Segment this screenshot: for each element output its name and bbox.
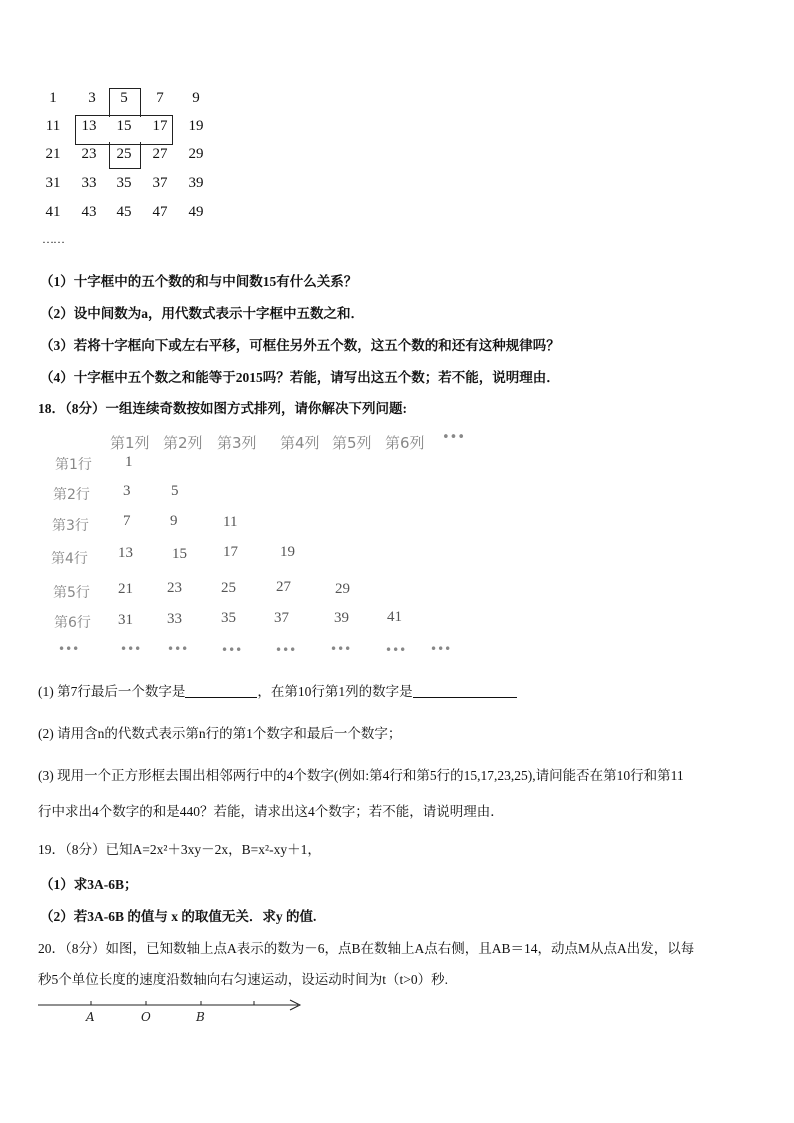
col-header: 第1列 (110, 434, 150, 452)
table-cell: 31 (118, 612, 133, 628)
grid-cell: 17 (152, 118, 168, 134)
row-header-ellipsis: ••• (58, 642, 80, 656)
table-cell: 1 (125, 454, 133, 470)
grid-cell: 3 (88, 90, 96, 106)
q18-part3-line2: 行中求出4个数字的和是440？若能，请求出这4个数字；若不能，请说明理由． (38, 804, 504, 819)
row-header: 第6行 (54, 615, 91, 631)
label-o: O (141, 1010, 151, 1024)
table-cell: 7 (123, 513, 131, 529)
table-ellipsis: ••• (221, 643, 243, 657)
table-cell: 35 (221, 610, 236, 626)
grid-cell: 25 (116, 146, 132, 162)
row-header: 第4行 (51, 551, 88, 567)
grid-cell: 19 (188, 118, 204, 134)
col-header: 第5列 (332, 434, 372, 452)
grid-cell: 27 (152, 146, 168, 162)
grid-cell: 31 (45, 175, 61, 191)
cross-frame-middle (75, 115, 173, 145)
col-header: 第4列 (280, 434, 320, 452)
table-ellipsis: ••• (167, 642, 189, 656)
table-cell: 27 (276, 579, 291, 595)
col-header-ellipsis: ••• (442, 430, 466, 445)
row-header: 第5行 (53, 585, 90, 601)
table-cell: 17 (223, 544, 238, 560)
q17-part2: （2）设中间数为a，用代数式表示十字框中五数之和． (40, 306, 364, 321)
grid-cell: 33 (81, 175, 97, 191)
q17-part4: （4）十字框中五个数之和能等于2015吗？若能，请写出这五个数；若不能，说明理由． (40, 370, 560, 385)
table-cell: 15 (172, 546, 187, 562)
grid-cell: 1 (49, 90, 57, 106)
grid-cell: 39 (188, 175, 204, 191)
table-ellipsis: ••• (330, 642, 352, 656)
table-ellipsis: ••• (385, 643, 407, 657)
q18-part1 (38, 680, 517, 700)
table-ellipsis: ••• (120, 642, 142, 656)
table-ellipsis: ••• (430, 642, 452, 656)
table-cell: 19 (280, 544, 295, 560)
table-cell: 21 (118, 581, 133, 597)
label-a: A (86, 1010, 95, 1024)
grid-cell: 35 (116, 175, 132, 191)
q19-title: 19．（8分）已知A=2x²＋3xy－2x，B=x²-xy＋1， (38, 842, 321, 857)
q18-part2: (2) 请用含n的代数式表示第n行的第1个数字和最后一个数字； (38, 726, 402, 741)
table-cell: 5 (171, 483, 179, 499)
table-cell: 41 (387, 609, 402, 625)
grid-cell: 23 (81, 146, 97, 162)
table-cell: 25 (221, 580, 236, 596)
q18-part1-text-b: ，在第10行第1列的数字是 (257, 684, 413, 699)
grid-cell: 47 (152, 204, 168, 220)
col-header: 第6列 (385, 434, 425, 452)
q18-part3-line1: (3) 现用一个正方形框去围出相邻两行中的4个数字(例如:第4行和第5行的15,17,23,25),请问能否在第10行和第11 (38, 768, 684, 783)
table-cell: 37 (274, 610, 289, 626)
q19-part1: （1）求3A-6B； (40, 877, 138, 892)
answer-blank-1[interactable] (185, 683, 257, 698)
row-header: 第3行 (52, 518, 89, 534)
col-header: 第2列 (163, 434, 203, 452)
q17-part1: （1）十字框中的五个数的和与中间数15有什么关系？ (40, 274, 358, 289)
grid-cell: 5 (120, 90, 128, 106)
grid-cell: 21 (45, 146, 61, 162)
table-cell: 3 (123, 483, 131, 499)
answer-blank-2[interactable] (413, 683, 517, 698)
label-b: B (196, 1010, 205, 1024)
grid-cell: 11 (45, 118, 61, 134)
table-cell: 33 (167, 611, 182, 627)
grid-cell: 29 (188, 146, 204, 162)
table-cell: 13 (118, 545, 133, 561)
table-cell: 29 (335, 581, 350, 597)
number-line (36, 996, 306, 1026)
cross-frame-bottom (109, 142, 141, 169)
grid-cell: 13 (81, 118, 97, 134)
grid-cell: 37 (152, 175, 168, 191)
row-header: 第2行 (53, 487, 90, 503)
q20-line1: 20．（8分）如图，已知数轴上点A表示的数为－6，点B在数轴上A点右侧，且AB＝14，动点M从点A出发，以每 (38, 941, 695, 956)
grid-cell: 15 (116, 118, 132, 134)
grid-cell: 49 (188, 204, 204, 220)
table-cell: 9 (170, 513, 178, 529)
cross-frame-top (109, 88, 141, 117)
col-header: 第3列 (217, 434, 257, 452)
table-cell: 11 (223, 514, 238, 530)
grid-cell: 45 (116, 204, 132, 220)
q17-part3: （3）若将十字框向下或左右平移，可框住另外五个数，这五个数的和还有这种规律吗？ (40, 338, 560, 353)
grid-ellipsis: …… (42, 232, 64, 246)
table-cell: 39 (334, 610, 349, 626)
row-header: 第1行 (55, 457, 92, 473)
grid-cell: 43 (81, 204, 97, 220)
q19-part2: （2）若3A-6B 的值与 x 的取值无关．求y 的值. (40, 909, 317, 924)
q20-line2: 秒5个单位长度的速度沿数轴向右匀速运动，设运动时间为t（t>0）秒. (38, 972, 448, 987)
grid-cell: 7 (156, 90, 164, 106)
q18-part1-text-a: (1) 第7行最后一个数字是 (38, 684, 186, 699)
grid-cell: 41 (45, 204, 61, 220)
table-ellipsis: ••• (275, 643, 297, 657)
q18-title: 18．（8分）一组连续奇数按如图方式排列，请你解决下列问题: (38, 401, 407, 416)
grid-cell: 9 (192, 90, 200, 106)
table-cell: 23 (167, 580, 182, 596)
